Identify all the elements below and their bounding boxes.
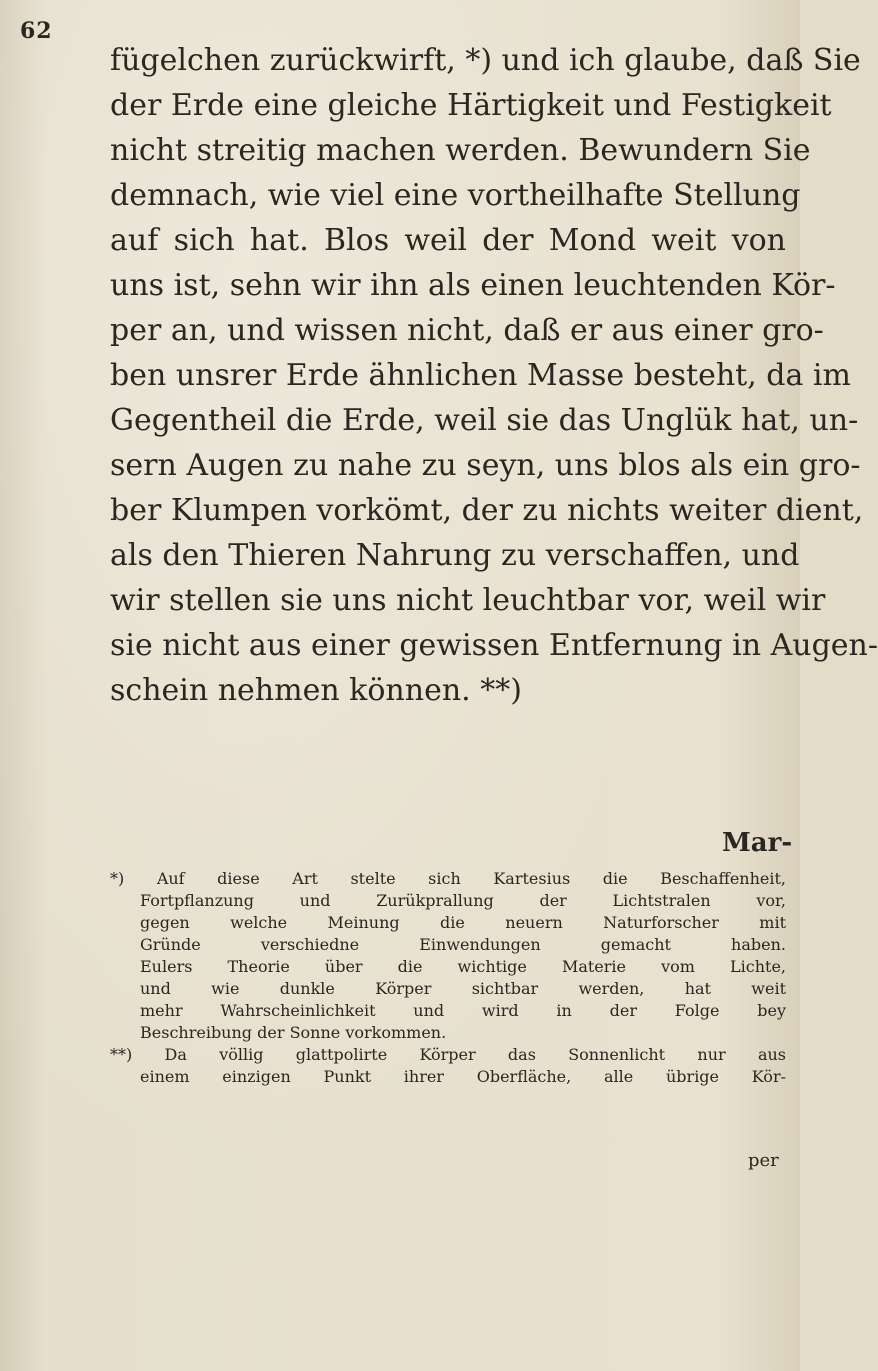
footnote-line: Fortpflanzung und Zurükprallung der Lichtstralen vor, <box>140 891 786 910</box>
text-line: per an, und wissen nicht, daß er aus einer gro- <box>110 313 824 348</box>
footnote-line: *) Auf diese Art stelte sich Kartesius die Beschaffenheit, <box>110 869 786 888</box>
text-line: sie nicht aus einer gewissen Entfernung in Augen- <box>110 628 878 663</box>
text-line: der Erde eine gleiche Härtigkeit und Festigkeit <box>110 88 832 123</box>
footnote-line: einem einzigen Punkt ihrer Oberfläche, alle übrige Kör- <box>140 1067 786 1086</box>
text-line: auf sich hat. Blos weil der Mond weit von <box>110 223 786 258</box>
text-line: sern Augen zu nahe zu seyn, uns blos als ein gro- <box>110 448 861 483</box>
main-text <box>110 38 878 713</box>
text-line: wir stellen sie uns nicht leuchtbar vor, weil wir <box>110 583 826 618</box>
text-line: ben unsrer Erde ähnlichen Masse besteht, da im <box>110 358 851 393</box>
text-line: ber Klumpen vorkömt, der zu nichts weiter dient, <box>110 493 864 528</box>
text-line: als den Thieren Nahrung zu verschaffen, und <box>110 538 800 573</box>
footnote-line: Beschreibung der Sonne vorkommen. <box>140 1023 447 1042</box>
text-line: schein nehmen können. **) <box>110 673 522 708</box>
footnote-line: Gründe verschiedne Einwendungen gemacht haben. <box>140 935 786 954</box>
catchword: Mar- <box>722 828 793 858</box>
text-line: demnach, wie viel eine vortheilhafte Stellung <box>110 178 801 213</box>
footnote-line: gegen welche Meinung die neuern Naturforscher mit <box>140 913 786 932</box>
footnotes <box>110 868 786 1088</box>
text-line: nicht streitig machen werden. Bewundern Sie <box>110 133 811 168</box>
footnote-line: **) Da völlig glattpolirte Körper das Sonnenlicht nur aus <box>110 1045 786 1064</box>
text-line: uns ist, sehn wir ihn als einen leuchtenden Kör- <box>110 268 836 303</box>
footnote-line: Eulers Theorie über die wichtige Materie vom Lichte, <box>140 957 786 976</box>
footnote-line: und wie dunkle Körper sichtbar werden, hat weit <box>140 979 786 998</box>
footnote-catchword: per <box>748 1150 779 1171</box>
footnote-line: mehr Wahrscheinlichkeit und wird in der Folge bey <box>140 1001 786 1020</box>
text-line: Gegentheil die Erde, weil sie das Unglük hat, un- <box>110 403 859 438</box>
page-number: 62 <box>20 18 53 44</box>
text-line: fügelchen zurückwirft, *) und ich glaube, daß Sie <box>110 43 861 78</box>
